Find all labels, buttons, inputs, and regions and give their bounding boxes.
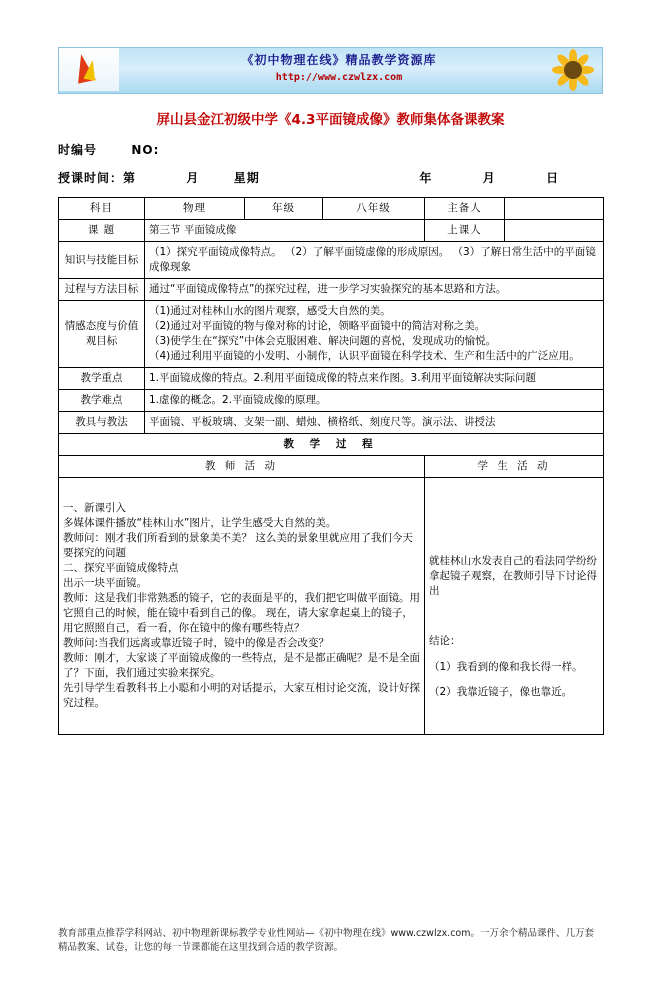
sunflower-photo-icon [552,49,594,91]
col-teacher-header: 教 师 活 动 [59,456,425,478]
student-activity-line-1: 就桂林山水发表自己的看法同学纷纷拿起镜子观察，在教师引导下讨论得出 [429,555,597,597]
table-row-process [59,279,604,301]
teacher-value [505,220,604,242]
keypoint-text: 1.平面镜成像的特点。2.利用平面镜成像的特点来作图。3.利用平面镜解决实际问题 [145,368,604,390]
flame-logo-icon-secondary [83,59,98,81]
emotion-line-4: （4)通过利用平面镜的小发明、小制作，认识平面镜在科学技术、生产和生活中的广泛应用。 [149,350,580,362]
period-label: 时编号 [58,143,98,157]
period-line [58,141,603,158]
table-row-keypoint [59,368,604,390]
difficulty-text: 1.虚像的概念。2.平面镜成像的原理。 [145,390,604,412]
process-text: 通过“平面镜成像特点”的探究过程，进一步学习实验探究的基本思路和方法。 [145,279,604,301]
banner-logo-area [59,48,119,91]
col-student-header: 学 生 活 动 [425,456,604,478]
table-row-subject [59,198,604,220]
teacher-activity-cell [59,478,425,735]
teacher-activity-line-8: 教师：刚才，大家谈了平面镜成像的一些特点，是不是都正确呢？是不是全面了？下面，我们通过实验来探究。 [63,652,420,679]
emotion-line-3: （3)使学生在“探究”中体会克服困难、解决问题的喜悦，发现成功的愉悦。 [149,335,497,347]
table-row-difficulty [59,390,604,412]
emotion-line-2: （2)通过对平面镜的物与像对称的讨论，领略平面镜中的简洁对称之美。 [149,320,486,332]
table-row-activity-headers [59,456,604,478]
tools-label: 教具与教法 [59,412,145,434]
page-footer: 教育部重点推荐学科网站、初中物理新课标教学专业性网站—《初中物理在线》www.czwlzx.com。一万余个精品课件、几万套精品教案、试卷，让您的每一节课都能在这里找到合适的教学资源。 [58,928,594,953]
document-page [0,47,661,983]
table-row-knowledge [59,242,604,279]
page-title: 屏山县金江初级中学《4.3平面镜成像》教师集体备课教案 [156,112,505,128]
month-label: 月 [186,171,200,185]
student-activity-cell [425,478,604,735]
teacher-activity-line-9: 先引导学生看教科书上小聪和小明的对话提示，大家互相讨论交流，设计好探究过程。 [63,682,420,709]
class-time-line [58,169,603,186]
emotion-line-1: （1)通过对桂林山水的图片观察，感受大自然的美。 [149,305,391,317]
student-activity-line-3: 结论： [429,635,461,647]
teacher-activity-line-2: 多媒体课件播放“桂林山水”图片，让学生感受大自然的美。 [63,517,337,529]
table-row-activities [59,478,604,735]
class-time-label: 授课时间：第 [58,171,137,185]
knowledge-label: 知识与技能目标 [59,242,145,279]
topic-label: 课 题 [59,220,145,242]
year-label: 年 [419,171,433,185]
teacher-activity-line-3: 教师问：刚才我们所看到的景象美不美？ 这么美的景象里就应用了我们今天要探究的问题 [63,532,413,559]
grade-label: 年级 [245,198,323,220]
weekday-label: 星期 [233,171,260,185]
table-row-emotion [59,301,604,368]
teacher-activity-line-5: 出示一块平面镜。 [63,577,147,589]
day-label: 日 [546,171,560,185]
process-header: 教 学 过 程 [59,434,604,456]
table-row-process-header [59,434,604,456]
keypoint-label: 教学重点 [59,368,145,390]
banner-url[interactable]: http://www.czwlzx.com [275,72,403,83]
teacher-activity-line-4: 二、探究平面镜成像特点 [63,562,179,574]
month2-label: 月 [482,171,496,185]
subject-value: 物理 [145,198,245,220]
period-no: NO: [131,143,160,157]
topic-value: 第三节 平面镜成像 [145,220,425,242]
difficulty-label: 教学难点 [59,390,145,412]
student-activity-line-4: （1）我看到的像和我长得一样。 [429,660,583,673]
teacher-label: 上课人 [425,220,505,242]
preparer-label: 主备人 [425,198,505,220]
knowledge-text: （1）探究平面镜成像特点。 （2）了解平面镜虚像的形成原因。 （3）了解日常生活中的平面镜成像现象 [145,242,604,279]
table-row-topic [59,220,604,242]
lesson-plan-table [58,197,604,735]
process-label: 过程与方法目标 [59,279,145,301]
teacher-activity-line-1: 一、新课引入 [63,502,126,514]
table-row-tools [59,412,604,434]
teacher-activity-line-6: 教师：这是我们非常熟悉的镜子，它的表面是平的，我们把它叫做平面镜。用它照自己的时候，能在镜中看到自己的像。 现在，请大家拿起桌上的镜子，用它照照自己，看一看，你在镜中的像有哪些特点？ [63,592,420,634]
banner-title: 《初中物理在线》精品教学资源库 [241,53,437,67]
preparer-value [505,198,604,220]
emotion-text [145,301,604,368]
tools-text: 平面镜、平板玻璃、支架一副、蜡烛、横格纸、刻度尺等。演示法、讲授法 [145,412,604,434]
student-activity-line-5: （2）我靠近镜子，像也靠近。 [429,686,573,698]
grade-value: 八年级 [323,198,425,220]
site-banner [58,47,603,94]
teacher-activity-line-7: 教师问:当我们远离或靠近镜子时，镜中的像是否会改变？ [63,637,330,649]
emotion-label: 情感态度与价值观目标 [59,301,145,368]
subject-label: 科目 [59,198,145,220]
banner-text-block [129,50,549,86]
